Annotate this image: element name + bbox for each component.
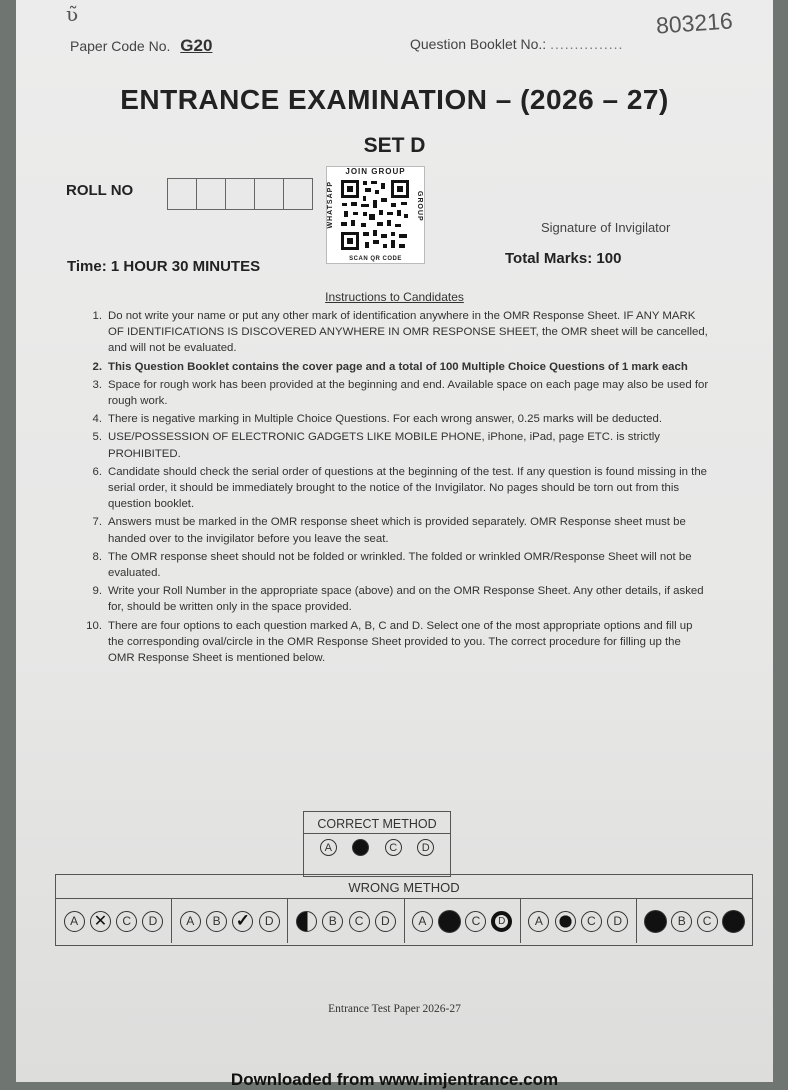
question-booklet <box>410 36 623 52</box>
roll-box <box>196 178 226 210</box>
instruction-item: 5. USE/POSSESSION OF ELECTRONIC GADGETS LIKE MOBILE PHONE, iPhone, iPad, page ETC. is strictly PROHIBITED. <box>92 431 660 460</box>
bubble-a-filled <box>644 910 667 933</box>
instructions-list <box>80 308 710 668</box>
roll-no-boxes <box>167 178 312 210</box>
bubble-c: C <box>385 839 402 856</box>
paper-code <box>70 36 212 56</box>
qr-top-text: JOIN GROUP <box>345 167 406 176</box>
bubble-d: D <box>142 911 163 932</box>
bubble-d: D <box>375 911 396 932</box>
question-booklet-label: Question Booklet No.: <box>410 36 547 52</box>
wrong-group-dot <box>521 899 637 943</box>
bubble-b: B <box>206 911 227 932</box>
instruction-item: 2. This Question Booklet contains the cover page and a total of 100 Multiple Choice Questions of 1 mark each <box>92 360 688 373</box>
correct-method-box <box>303 811 451 877</box>
bubble-d-ringed: D <box>491 911 512 932</box>
bubble-c-ticked <box>232 911 253 932</box>
bubble-b: B <box>322 911 343 932</box>
bubble-c: C <box>581 911 602 932</box>
instruction-item: 10. There are four options to each question marked A, B, C and D. Select one of the most appropriate options and fill up the corresponding oval/circle in the OMR Response Sheet provided to you. The correct procedure for filling up the OMR Response Sheet is mentioned below. <box>86 619 693 665</box>
exam-time: Time: 1 HOUR 30 MINUTES <box>67 258 261 275</box>
page-title: ENTRANCE EXAMINATION – (2026 – 27) <box>120 84 669 115</box>
question-booklet-dots: ............... <box>550 36 624 52</box>
roll-no-label: ROLL NO <box>66 182 134 199</box>
instruction-item: 1. Do not write your name or put any other mark of identification anywhere in the OMR Response Sheet. IF ANY MARK OF IDENTIFICATIONS IS DISCOVERED ANYWHERE IN OMR RESPONSE SHEET, the OMR sheet will be cancelled, and will not be evaluated. <box>92 310 708 355</box>
wrong-group-cross <box>56 899 172 943</box>
paper-code-value: G20 <box>180 36 213 55</box>
qr-pattern-icon <box>339 178 411 252</box>
page-footer: Entrance Test Paper 2026-27 <box>328 1003 461 1015</box>
wrong-method-groups <box>56 899 752 943</box>
wrong-group-multi <box>637 899 752 943</box>
bubble-b: B <box>671 911 692 932</box>
instruction-item: 7. Answers must be marked in the OMR response sheet which is provided separately. OMR Response sheet must be handed over to the invigilator before you leave the seat. <box>92 516 686 545</box>
qr-code[interactable] <box>326 166 425 264</box>
wrong-group-double <box>405 899 521 943</box>
bubble-b-filled <box>438 910 461 933</box>
instructions-heading: Instructions to Candidates <box>325 290 464 304</box>
exam-cover-page <box>16 0 773 1089</box>
bubble-a: A <box>528 911 549 932</box>
bubble-c: C <box>697 911 718 932</box>
wrong-method-box <box>55 874 753 946</box>
instruction-item: 3. Space for rough work has been provided at the beginning and end. Available space on each page may also be used for rough work. <box>92 378 709 408</box>
qr-bottom-text: SCAN QR CODE <box>349 256 402 262</box>
roll-box <box>167 178 197 210</box>
bubble-a: A <box>180 911 201 932</box>
correct-method-label: CORRECT METHOD <box>304 812 450 834</box>
signature-label: Signature of Invigilator <box>541 220 671 235</box>
instruction-item: 8. The OMR response sheet should not be folded or wrinkled. The folded or wrinkled OMR/Response Sheet will not be evaluated. <box>92 550 692 580</box>
instruction-item: 9. Write your Roll Number in the appropriate space (above) and on the OMR Response Sheet. Any other details, if asked for, should be written only in the space provided. <box>92 585 704 614</box>
bubble-a: A <box>412 911 433 932</box>
bubble-b-crossed <box>90 911 111 932</box>
instruction-item: 6. Candidate should check the serial order of questions at the beginning of the test. If any question is found missing in the serial order, it should be immediately brought to the notice of the Invigilator. No pages should be torn out from this question booklet. <box>92 465 708 511</box>
correct-method-bubbles <box>304 834 450 856</box>
paper-code-label: Paper Code No. <box>70 38 171 54</box>
bubble-b-dotted <box>555 911 576 932</box>
bubble-b-filled <box>352 839 369 856</box>
bubble-c: C <box>349 911 370 932</box>
wrong-group-half <box>288 899 404 943</box>
roll-box <box>283 178 313 210</box>
instruction-item: 4. There is negative marking in Multiple Choice Questions. For each wrong answer, 0.25 marks will be deducted. <box>92 413 662 426</box>
bubble-a: A <box>320 839 337 856</box>
booklet-number: 803216 <box>655 7 734 39</box>
bubble-c: C <box>116 911 137 932</box>
bubble-c: C <box>465 911 486 932</box>
qr-left-text: WHATSAPP <box>327 181 334 229</box>
qr-right-text: GROUP <box>416 191 423 222</box>
wrong-group-tick <box>172 899 288 943</box>
roll-box <box>254 178 284 210</box>
bubble-d: D <box>259 911 280 932</box>
bubble-d-filled <box>722 910 745 933</box>
bubble-d: D <box>417 839 434 856</box>
wrong-method-label: WRONG METHOD <box>56 875 752 899</box>
download-note: Downloaded from www.imjentrance.com <box>230 1070 559 1089</box>
roll-box <box>225 178 255 210</box>
bubble-d: D <box>607 911 628 932</box>
set-label: SET D <box>363 134 426 157</box>
total-marks: Total Marks: 100 <box>505 250 622 267</box>
pen-mark: ʋ̃ <box>66 2 79 26</box>
bubble-a: A <box>64 911 85 932</box>
bubble-a-half-filled <box>296 911 317 932</box>
